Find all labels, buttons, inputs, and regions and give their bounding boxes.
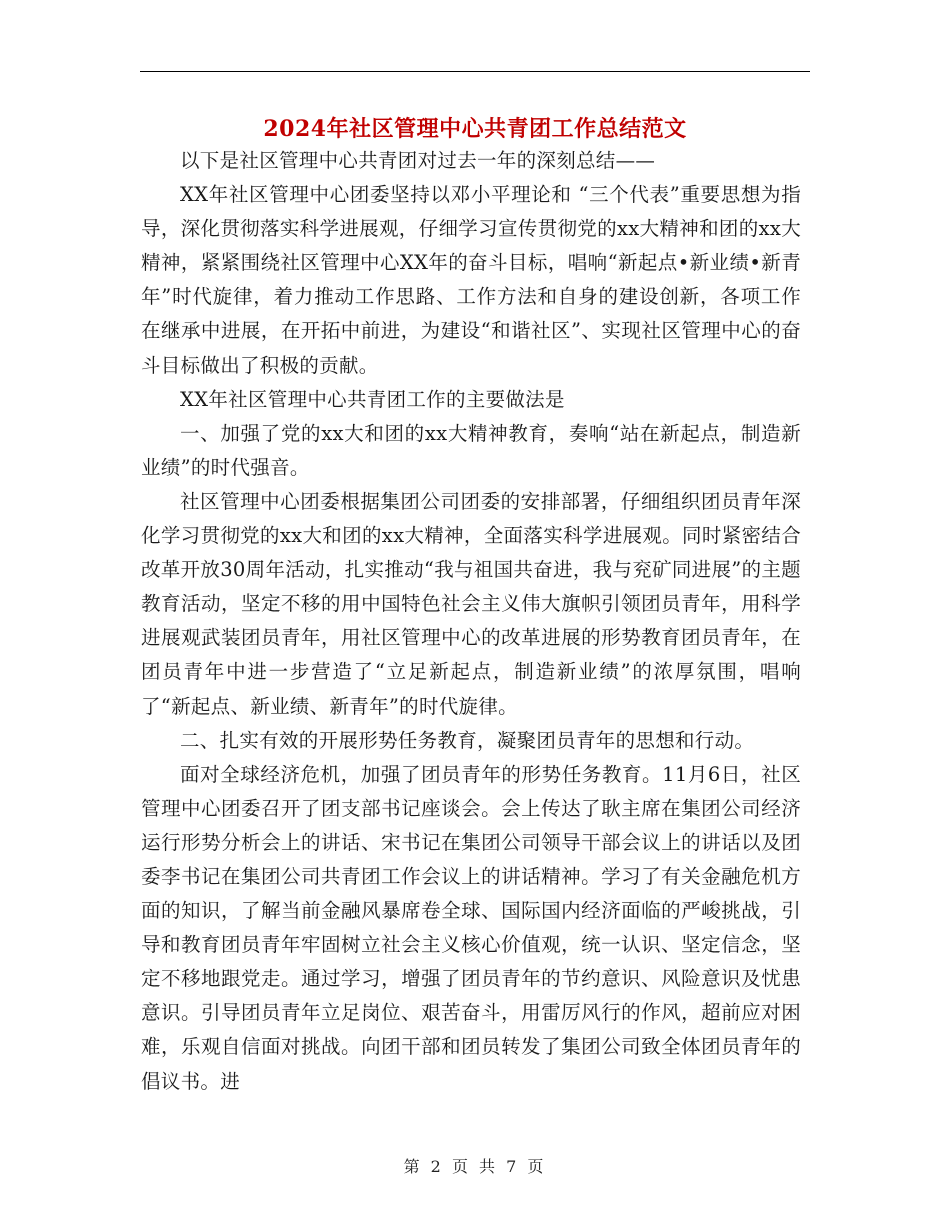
method-heading-paragraph: XX年社区管理中心共青团工作的主要做法是 bbox=[180, 387, 565, 411]
section-two-paragraph: 面对全球经济危机，加强了团员青年的形势任务教育。11月6日，社区管理中心团委召开了团支部书记座谈会。会上传达了耿主席在集团公司经济运行形势分析会上的讲话、宋书记在集团公司领导干部会议上的讲话以及团委李书记在集团公司共青团工作会议上的讲话精神。学习了有关金融危机方面的知识，了解当前金融风暴席卷全球、国际国内经济面临的严峻挑战，引导和教育团员青年牢固树立社会主义核心价值观，统一认识、坚定信念，坚定不移地跟党走。通过学习，增强了团员青年的节约意识、风险意识及忧患意识。引导团员青年立足岗位、艰苦奋斗，用雷厉风行的作风，超前应对困难，乐观自信面对挑战。向团干部和团员转发了集团公司致全体团员青年的倡议书。进 bbox=[141, 762, 801, 1093]
section-two-heading: 二、扎实有效的开展形势任务教育，凝聚团员青年的思想和行动。 bbox=[180, 728, 755, 752]
header-rule bbox=[140, 71, 810, 72]
overview-paragraph: XX年社区管理中心团委坚持以邓小平理论和 “三个代表”重要思想为指导，深化贯彻落实科学进展观，仔细学习宣传贯彻党的xx大精神和团的xx大精神，紧紧围绕社区管理中心XX年的奋斗目标，唱响“新起点•新业绩•新青年”时代旋律，着力推动工作思路、工作方法和自身的建设创新，各项工作在继承中进展，在开拓中前进，为建设“和谐社区”、实现社区管理中心的奋斗目标做出了积极的贡献。 bbox=[141, 183, 801, 377]
document-title: 2024年社区管理中心共青团工作总结范文 bbox=[263, 116, 687, 142]
page-number-footer: 第 2 页 共 7 页 bbox=[403, 1157, 547, 1176]
intro-paragraph: 以下是社区管理中心共青团对过去一年的深刻总结—— bbox=[180, 149, 656, 172]
section-one-paragraph: 社区管理中心团委根据集团公司团委的安排部署，仔细组织团员青年深化学习贯彻党的xx大和团的xx大精神，全面落实科学进展观。同时紧密结合改革开放30周年活动，扎实推动“我与祖国共奋进，我与兖矿同进展”的主题教育活动，坚定不移的用中国特色社会主义伟大旗帜引领团员青年，用科学进展观武装团员青年，用社区管理中心的改革进展的形势教育团员青年，在团员青年中进一步营造了“立足新起点，制造新业绩”的浓厚氛围，唱响了“新起点、新业绩、新青年”的时代旋律。 bbox=[141, 489, 801, 718]
section-one-heading: 一、加强了党的xx大和团的xx大精神教育，奏响“站在新起点，制造新业绩”的时代强音。 bbox=[141, 421, 801, 479]
document-body bbox=[141, 144, 801, 1099]
